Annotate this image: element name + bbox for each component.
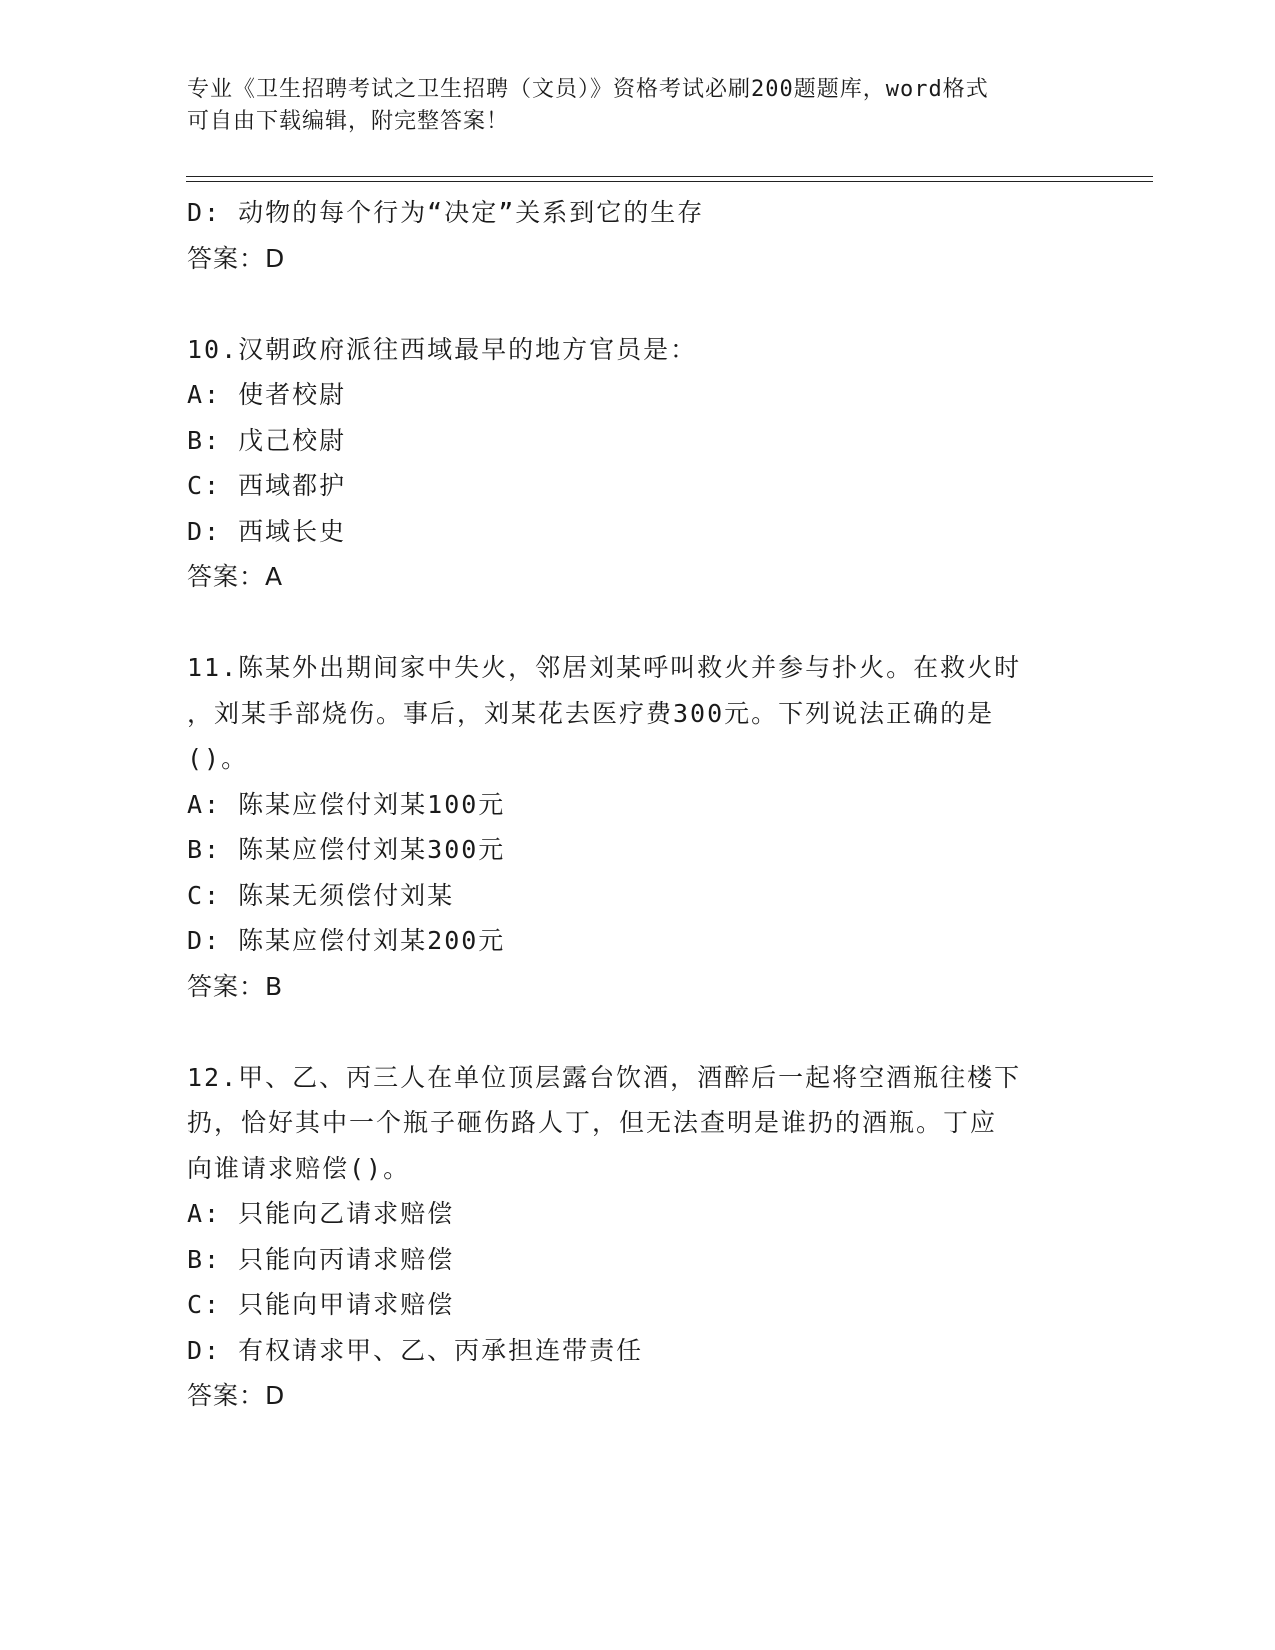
question-stem-line-1: 12.甲、乙、丙三人在单位顶层露台饮酒，酒醉后一起将空酒瓶往楼下 xyxy=(187,1062,1022,1092)
option-c: C: 只能向甲请求赔偿 xyxy=(187,1290,455,1319)
option-d: D: 陈某应偿付刘某200元 xyxy=(187,926,506,955)
prev-answer: 答案：D xyxy=(187,243,286,273)
spacer xyxy=(187,281,1087,327)
header-divider-top xyxy=(186,176,1153,177)
option-d: D: 西域长史 xyxy=(187,516,347,546)
answer: 答案：A xyxy=(187,562,284,591)
option-b: B: 陈某应偿付刘某300元 xyxy=(187,835,506,864)
question-list xyxy=(187,190,1087,1419)
option-a: A: 只能向乙请求赔偿 xyxy=(187,1199,455,1228)
spacer xyxy=(187,1009,1087,1055)
option-a: A: 使者校尉 xyxy=(187,380,347,409)
option-c: C: 陈某无须偿付刘某 xyxy=(187,880,455,910)
option-a: A: 陈某应偿付刘某100元 xyxy=(187,789,506,819)
document-header xyxy=(187,74,1067,138)
question-10 xyxy=(187,327,1087,600)
question-11 xyxy=(187,645,1087,1009)
question-stem-line-3: 向谁请求赔偿()。 xyxy=(187,1153,411,1183)
spacer xyxy=(187,600,1087,646)
header-line-2: 可自由下载编辑，附完整答案！ xyxy=(187,109,510,134)
prev-option-d: D: 动物的每个行为“决定”关系到它的生存 xyxy=(187,198,705,227)
header-line-1: 专业《卫生招聘考试之卫生招聘（文员）》资格考试必刷200题题库，word格式 xyxy=(187,77,989,102)
question-stem-line-3: ()。 xyxy=(187,744,249,773)
question-stem-line-2: ，刘某手部烧伤。事后，刘某花去医疗费300元。下列说法正确的是 xyxy=(187,698,995,728)
question-stem-line-2: 扔，恰好其中一个瓶子砸伤路人丁，但无法查明是谁扔的酒瓶。丁应 xyxy=(187,1108,998,1137)
option-c: C: 西域都护 xyxy=(187,471,347,500)
option-b: B: 戊己校尉 xyxy=(187,425,347,455)
question-12 xyxy=(187,1055,1087,1419)
question-stem: 10.汉朝政府派往西域最早的地方官员是： xyxy=(187,334,698,364)
option-b: B: 只能向丙请求赔偿 xyxy=(187,1244,455,1274)
option-d: D: 有权请求甲、乙、丙承担连带责任 xyxy=(187,1335,644,1365)
answer: 答案：D xyxy=(187,1381,286,1410)
question-stem-line-1: 11.陈某外出期间家中失火，邻居刘某呼叫救火并参与扑火。在救火时 xyxy=(187,653,1022,682)
answer: 答案：B xyxy=(187,971,284,1001)
header-divider-bottom xyxy=(186,181,1153,182)
